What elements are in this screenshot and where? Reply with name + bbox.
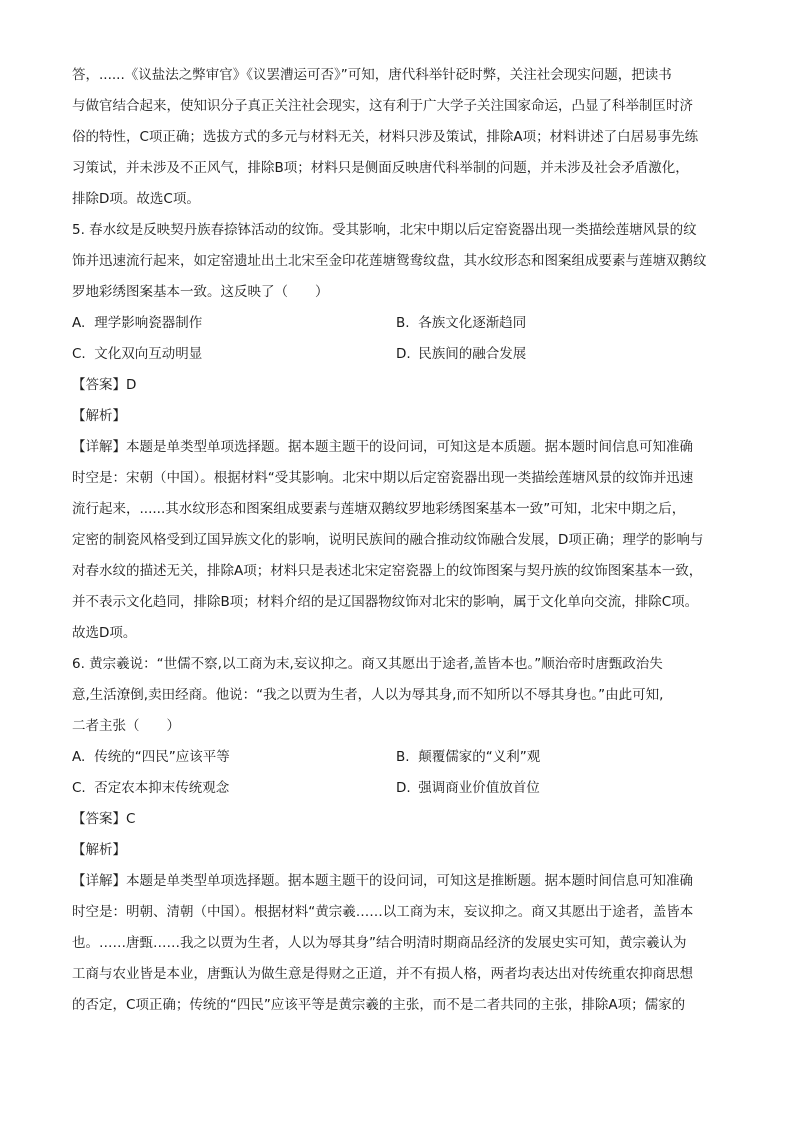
question-stem-line: 6. 黄宗羲说：“世儒不察,以工商为末,妄议抑之。商又其愿出于途者,盖皆本也。”顺治帝时唐甄政治失 bbox=[72, 656, 663, 672]
options-row bbox=[72, 773, 722, 804]
option-letter: C. bbox=[72, 346, 86, 362]
option-letter: D. bbox=[396, 780, 411, 796]
option-b bbox=[396, 742, 720, 773]
detail-line: 的否定，C项正确；传统的“四民”应该平等是黄宗羲的主张，而不是二者共同的主张，排除A项；儒家的 bbox=[72, 997, 686, 1013]
detail-line: 对春水纹的描述无关，排除A项；材料只是表述北宋定窑瓷器上的纹饰图案与契丹族的纹饰图案基本一致， bbox=[72, 563, 703, 579]
detail-line: 时空是：明朝、清朝（中国）。根据材料“黄宗羲……以工商为末，妄议抑之。商又其愿出于途者，盖皆本 bbox=[72, 904, 694, 920]
option-c bbox=[72, 773, 396, 804]
detail-line: 故选D项。 bbox=[72, 625, 137, 641]
text-line: 排除D项。故选C项。 bbox=[72, 191, 200, 207]
option-letter: C. bbox=[72, 780, 86, 796]
question-stem-line: 5. 春水纹是反映契丹族春捺钵活动的纹饰。受其影响，北宋中期以后定窑瓷器出现一类描绘莲塘风景的纹 bbox=[72, 222, 697, 238]
text-line: 与做官结合起来，使知识分子真正关注社会现实，这有利于广大学子关注国家命运，凸显了科举制匡时济 bbox=[72, 98, 693, 114]
question-6 bbox=[72, 649, 722, 1021]
question-stem-line: 罗地彩绣图案基本一致。这反映了（ ） bbox=[72, 284, 329, 300]
option-b bbox=[396, 308, 720, 339]
option-letter: A. bbox=[72, 749, 86, 765]
detail-line: 【详解】本题是单类型单项选择题。据本题主题干的设问词，可知这是本质题。据本题时间信息可知准确 bbox=[72, 439, 693, 455]
option-text: 民族间的融合发展 bbox=[418, 346, 527, 362]
options-row bbox=[72, 308, 722, 339]
prev-analysis-continuation bbox=[72, 60, 722, 215]
option-text: 强调商业价值放首位 bbox=[418, 780, 540, 796]
option-letter: A. bbox=[72, 315, 86, 331]
detail-line: 【详解】本题是单类型单项选择题。据本题主题干的设问词，可知这是推断题。据本题时间信息可知准确 bbox=[72, 873, 693, 889]
option-d bbox=[396, 773, 720, 804]
option-c bbox=[72, 339, 396, 370]
text-line: 俗的特性，C项正确；选拔方式的多元与材料无关，材料只涉及策试，排除A项；材料讲述了白居易事先练 bbox=[72, 129, 699, 145]
answer-label: 【答案】C bbox=[72, 811, 136, 827]
text-line: 习策试，并未涉及不正风气，排除B项；材料只是侧面反映唐代科举制的问题，并未涉及社会矛盾激化， bbox=[72, 160, 689, 176]
option-letter: B. bbox=[396, 749, 410, 765]
detail-line: 工商与农业皆是本业，唐甄认为做生意是得财之正道，并不有损人格，两者均表达出对传统重农抑商思想 bbox=[72, 966, 693, 982]
option-letter: D. bbox=[396, 346, 411, 362]
analysis-label: 【解析】 bbox=[72, 842, 126, 858]
option-text: 传统的“四民”应该平等 bbox=[94, 749, 230, 765]
option-letter: B. bbox=[396, 315, 410, 331]
answer-label: 【答案】D bbox=[72, 377, 137, 393]
detail-line: 并不表示文化趋同，排除B项；材料介绍的是辽国器物纹饰对北宋的影响，属于文化单向交流，排除C项。 bbox=[72, 594, 699, 610]
text-line: 答，......《议盐法之弊审官》《议罢漕运可否》”可知，唐代科举针砭时弊，关注社会现实问题，把读书 bbox=[72, 67, 672, 83]
option-text: 各族文化逐渐趋同 bbox=[418, 315, 527, 331]
options-row bbox=[72, 742, 722, 773]
detail-line: 定密的制瓷风格受到辽国异族文化的影响，说明民族间的融合推动纹饰融合发展，D项正确；理学的影响与 bbox=[72, 532, 704, 548]
question-stem-line: 饰并迅速流行起来，如定窑遗址出土北宋至金印花莲塘鸳鸯纹盘，其水纹形态和图案组成要素与莲塘双鹅纹 bbox=[72, 253, 707, 269]
detail-line: 也。……唐甄……我之以贾为生者，人以为辱其身”结合明清时期商品经济的发展史实可知，黄宗羲认为 bbox=[72, 935, 687, 951]
option-text: 文化双向互动明显 bbox=[94, 346, 203, 362]
option-a bbox=[72, 742, 396, 773]
option-text: 理学影响瓷器制作 bbox=[94, 315, 203, 331]
detail-line: 流行起来，......其水纹形态和图案组成要素与莲塘双鹅纹罗地彩绣图案基本一致”可知，北宋中期之后， bbox=[72, 501, 686, 517]
analysis-label: 【解析】 bbox=[72, 408, 126, 424]
option-text: 颠覆儒家的“义利”观 bbox=[418, 749, 541, 765]
option-text: 否定农本抑末传统观念 bbox=[94, 780, 230, 796]
question-5 bbox=[72, 215, 722, 649]
detail-line: 时空是：宋朝（中国）。根据材料“受其影响。北宋中期以后定窑瓷器出现一类描绘莲塘风景的纹饰并迅速 bbox=[72, 470, 694, 486]
question-stem-line: 二者主张（ ） bbox=[72, 718, 180, 734]
question-stem-line: 意,生活潦倒,卖田经商。他说：“我之以贾为生者，人以为辱其身,而不知所以不辱其身也。”由此可知, bbox=[72, 687, 664, 703]
options-row bbox=[72, 339, 722, 370]
option-d bbox=[396, 339, 720, 370]
option-a bbox=[72, 308, 396, 339]
